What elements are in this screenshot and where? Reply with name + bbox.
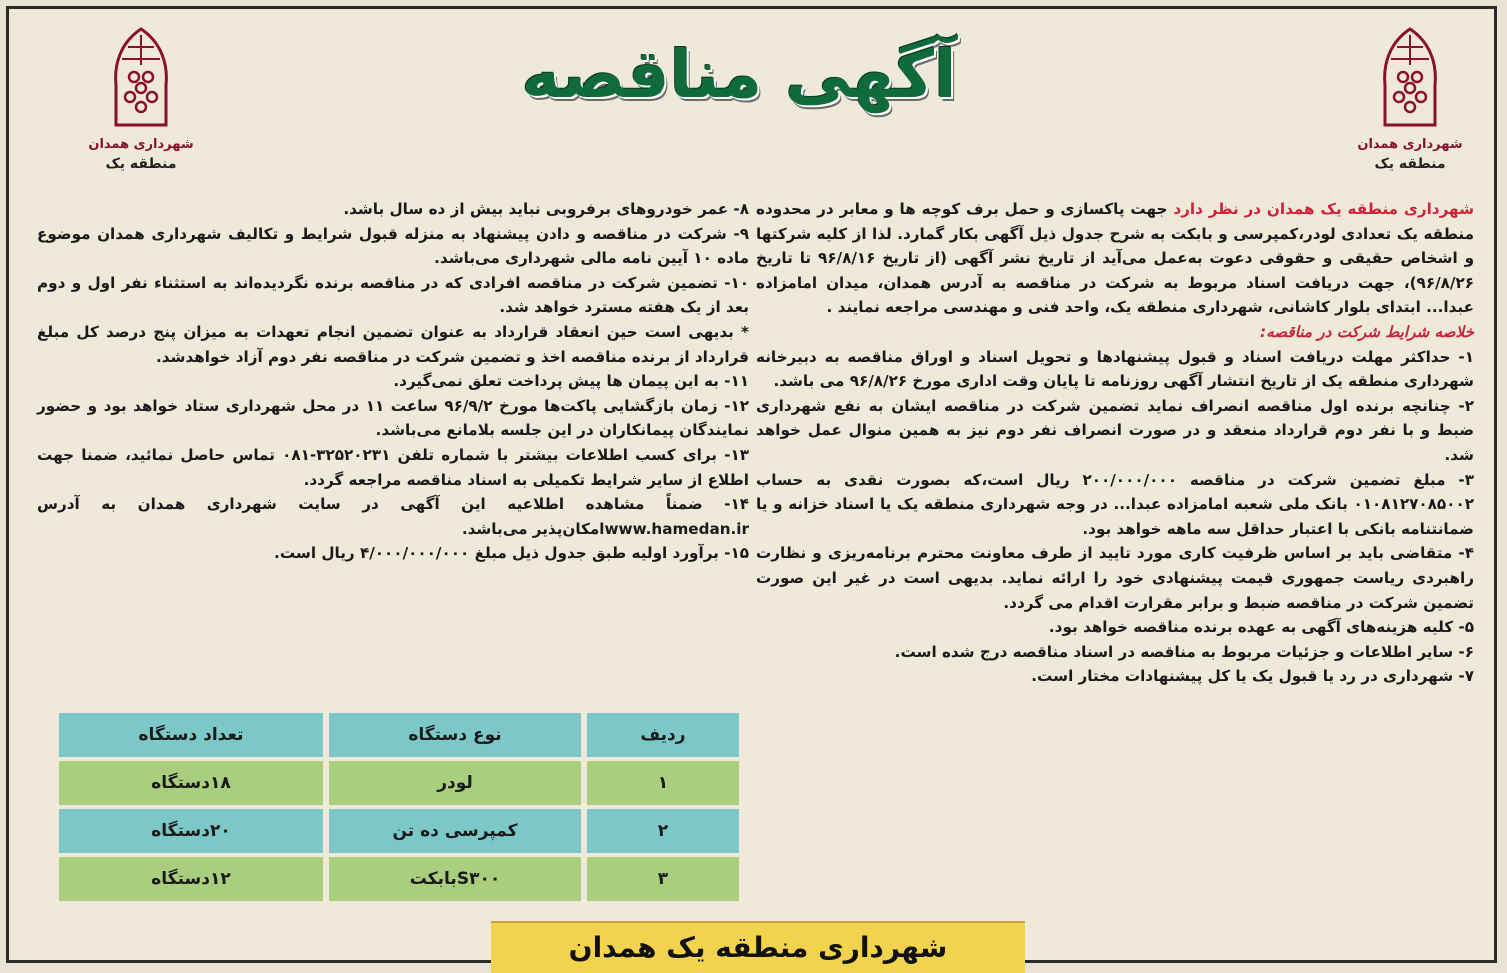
municipality-logo-left (71, 25, 211, 172)
cell-device-type: لودر (323, 761, 581, 805)
table-row (53, 809, 739, 853)
left-column (37, 197, 749, 566)
condition-item: ۵- کلیه هزینه‌های آگهی به عهده برنده مناقصه خواهد بود. (1048, 618, 1474, 637)
table-row (53, 761, 739, 805)
cell-device-count: ۱۸دستگاه (53, 761, 323, 805)
condition-item-14 (37, 492, 749, 541)
cell-device-type: S۳۰۰بابکت (323, 857, 581, 901)
municipality-emblem-icon (1375, 25, 1445, 135)
table-header-row (53, 713, 739, 757)
cell-row-number: ۲ (581, 809, 739, 853)
condition-item: ۱۰- تضمین شرکت در مناقصه افرادی که در مناقصه برنده نگردیده‌اند به استثناء نفر اول و دوم بعد از یک هفته مسترد خواهد شد. (37, 273, 749, 317)
equipment-table (53, 709, 739, 905)
municipality-logo-right (1340, 25, 1480, 172)
title-container (479, 36, 999, 113)
condition-item: ۱۳- برای کسب اطلاعات بیشتر با شماره تلفن ۳۲۵۲۰۲۳۱-۰۸۱ تماس حاصل نمائید، ضمنا جهت اطلاع از سایر شرایط تکمیلی به اسناد مناقصه مراجعه گردد. (37, 445, 749, 489)
cell-device-count: ۱۲دستگاه (53, 857, 323, 901)
conditions-heading: خلاصه شرایط شرکت در مناقصه: (1260, 322, 1474, 341)
notice-sheet (6, 6, 1497, 963)
condition-item: ۲- چنانچه برنده اول مناقصه انصراف نماید تضمین شرکت در مناقصه ایشان به نفع شهرداری ضبط و با نفر دوم قرارداد منعقد و در صورت انصراف نفر دوم نیز به همین منوال عمل خواهد شد. (756, 396, 1474, 464)
logo-region-label: منطقه یک (105, 156, 177, 172)
condition-item: ۹- شرکت در مناقصه و دادن پیشنهاد به منزله قبول شرایط و تکالیف شهرداری همدان موضوع ماده ۱۰ آیین نامه مالی شهرداری می‌باشد. (37, 224, 749, 268)
item14-suffix: امکان‌پذیر می‌باشد. (461, 519, 605, 538)
table-row (53, 857, 739, 901)
cell-device-count: ۲۰دستگاه (53, 809, 323, 853)
condition-item: ۷- شهرداری در رد یا قبول یک یا کل پیشنهادات مختار است. (1031, 667, 1474, 686)
notice-title: آگهی مناقصه (521, 36, 957, 113)
condition-item: ۳- مبلغ تضمین شرکت در مناقصه ۲۰۰/۰۰۰/۰۰۰ ریال است،که بصورت نقدی به حساب ۰۱۰۸۱۲۷۰۸۵۰۰۲ بانک ملی شعبه امامزاده عبدا... در وجه شهرداری منطقه یک یا اسناد خزانه و یا ضمانتنامه بانکی با اعتبار حداقل سه ماهه خواهد بود. (756, 470, 1474, 538)
item14-text: ۱۴- ضمناً مشاهده اطلاعیه این آگهی در سایت شهرداری همدان به آدرس (37, 495, 749, 514)
intro-paragraph (756, 197, 1474, 320)
condition-item: ۸- عمر خودروهای برفروبی نباید بیش از ده سال باشد. (343, 200, 749, 218)
intro-lead: شهرداری منطقه یک همدان در نظر دارد (1173, 200, 1475, 218)
logo-city-label: شهرداری همدان (88, 137, 194, 152)
logo-city-label: شهرداری همدان (1357, 137, 1463, 152)
footer-banner: شهرداری منطقه یک همدان (491, 921, 1025, 973)
header-row-number: ردیف (581, 713, 739, 757)
condition-item: ۱۲- زمان بازگشایی پاکت‌ها مورخ ۹۶/۹/۲ ساعت ۱۱ در محل شهرداری ستاد خواهد بود و حضور نمایندگان پیمانکاران در این جلسه بلامانع می‌باشد. (37, 396, 750, 440)
condition-item: ۱۱- به این پیمان ها پیش پرداخت تعلق نمی‌گیرد. (393, 372, 749, 391)
condition-note: * بدیهی است حین انعقاد قرارداد به عنوان تضمین انجام تعهدات به میزان پنج درصد کل مبلغ قرارداد از برنده مناقصه اخذ و تضمین شرکت در مناقصه نفر دوم آزاد خواهدشد. (37, 322, 749, 366)
cell-row-number: ۳ (581, 857, 739, 901)
condition-item-15: ۱۵- برآورد اولیه طبق جدول ذیل مبلغ ۴/۰۰۰/۰۰۰/۰۰۰ ریال است. (274, 544, 749, 563)
condition-item: ۶- سایر اطلاعات و جزئیات مربوط به مناقصه در اسناد مناقصه درج شده است. (894, 642, 1474, 661)
condition-item: ۴- متقاضی باید بر اساس ظرفیت کاری مورد تایید از طرف معاونت محترم برنامه‌ریزی و نظارت راهبردی ریاست جمهوری قیمت پیشنهادی خود را ارائه نماید. بدیهی است در غیر این صورت تضمین شرکت در مناقصه ضبط و برابر مقرارت اقدام می گردد. (756, 544, 1474, 612)
header-device-type: نوع دستگاه (323, 713, 581, 757)
cell-device-type: کمپرسی ده تن (323, 809, 581, 853)
cell-row-number: ۱ (581, 761, 739, 805)
condition-item: ۱- حداکثر مهلت دریافت اسناد و قبول پیشنهادها و تحویل اسناد و اوراق مناقصه به دبیرخانه شهرداری منطقه یک از تاریخ انتشار آگهی روزنامه تا پایان وقت اداری مورخ ۹۶/۸/۲۶ می باشد. (756, 347, 1474, 391)
municipality-emblem-icon (106, 25, 176, 135)
logo-region-label: منطقه یک (1374, 156, 1446, 172)
header-device-count: تعداد دستگاه (53, 713, 323, 757)
right-column (756, 197, 1474, 689)
intro-body: جهت پاکسازی و حمل برف کوچه ها و معابر در محدوده منطقه یک تعدادی لودر،کمپرسی و بابکت به شرح جدول ذیل آگهی بکار گمارد. لذا از کلیه شرکتها و اشخاص حقیقی و حقوقی دعوت به‌عمل می‌آید از تاریخ نشر آگهی (از تاریخ ۹۶/۸/۱۶ تا تاریخ ۹۶/۸/۲۶)، جهت دریافت اسناد مربوط به شرکت در مناقصه به آدرس همدان، میدان امامزاده عبدا... ابتدای بلوار کاشانی، شهرداری منطقه یک، واحد فنی و مهندسی مراجعه نمایند . (756, 200, 1475, 317)
website-link[interactable]: www.hamedan.ir (604, 519, 749, 538)
